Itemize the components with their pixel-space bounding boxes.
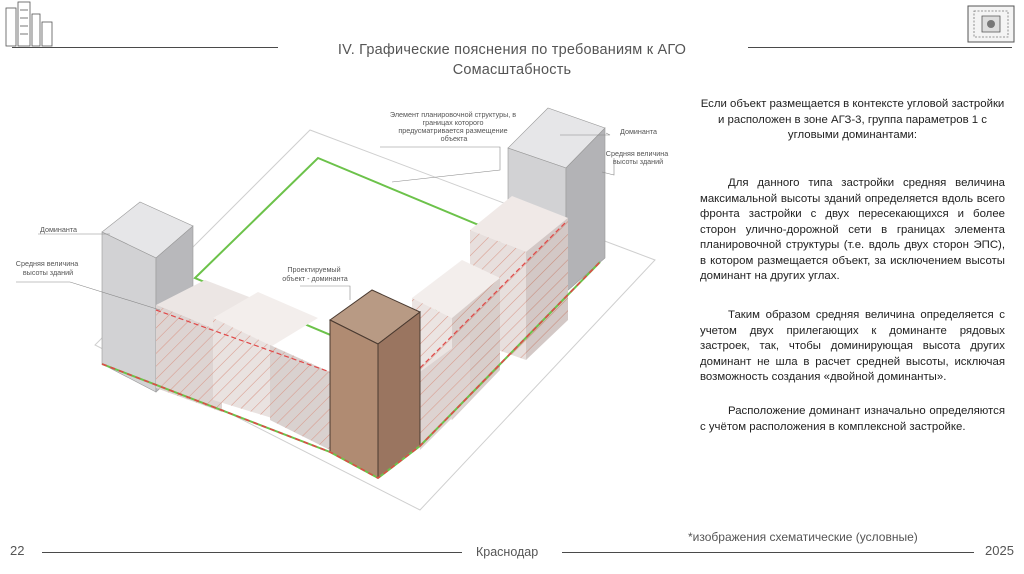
label-planning-element-line-2: границах которого [422, 118, 484, 127]
title-line-1: IV. Графические пояснения по требованиям к АГО [337, 42, 687, 58]
label-avg-height-right-line-1: Средняя величина [605, 149, 669, 158]
label-projected-object-line-2: объект - доминанта [282, 274, 348, 283]
isometric-diagram [0, 90, 680, 520]
label-projected-object [282, 265, 348, 283]
label-dominant-right: Доминанта [620, 127, 658, 136]
label-planning-element [390, 110, 518, 143]
footer-city: Краснодар [476, 545, 539, 559]
label-planning-element-line-1: Элемент планировочной структуры, в [389, 110, 517, 119]
label-projected-object-line-1: Проектируемый [287, 265, 341, 274]
footnote: *изображения схематические (условные) [688, 530, 918, 544]
paragraph-3 [700, 404, 1005, 435]
paragraph-2-text: Таким образом средняя величина определяется с учетом двух прилегающих к доминанте рядовых застроек, так, чтобы доминирующая высота других доминант не шла в расчет средней высоты, исключая возможность создания «двойной доминанты». [700, 309, 1005, 383]
page-title [0, 40, 1024, 80]
footer-rule-left [42, 552, 462, 553]
label-dominant-left: Доминанта [40, 225, 78, 234]
label-avg-height-left [16, 259, 80, 277]
paragraph-3-text: Расположение доминант изначально определяются с учётом расположения в комплексной застройке. [700, 405, 1005, 433]
footer-year: 2025 [985, 543, 1014, 558]
label-avg-height-right-line-2: высоты зданий [612, 157, 664, 166]
projected-dominant-building [330, 290, 420, 478]
label-avg-height-left-line-2: высоты зданий [22, 268, 74, 277]
page-number: 22 [10, 543, 25, 558]
label-avg-height-right [606, 149, 670, 166]
intro-text: Если объект размещается в контексте угловой застройки и расположен в зоне АГЗ-3, группа параметров 1 с угловыми доминантами: [700, 98, 1005, 141]
paragraph-1 [700, 176, 1005, 285]
footer-rule-right [562, 552, 974, 553]
paragraph-1-text: Для данного типа застройки средняя величина максимальной высоты зданий определяется вдоль всего фронта застройки с двух пересекающихся и более сторон улично-дорожной сети в границах элемента планировочной структуры (т.е. вдоль двух сторон ЭПС), в котором размещается объект, за исключением высоты доминант на других углах. [700, 177, 1005, 282]
label-avg-height-left-line-1: Средняя величина [15, 259, 79, 268]
label-planning-element-line-4: объекта [440, 134, 468, 143]
paragraph-2 [700, 308, 1005, 386]
label-planning-element-line-3: предусматривается размещение [398, 126, 508, 135]
title-line-2: Сомасштабность [452, 62, 572, 78]
